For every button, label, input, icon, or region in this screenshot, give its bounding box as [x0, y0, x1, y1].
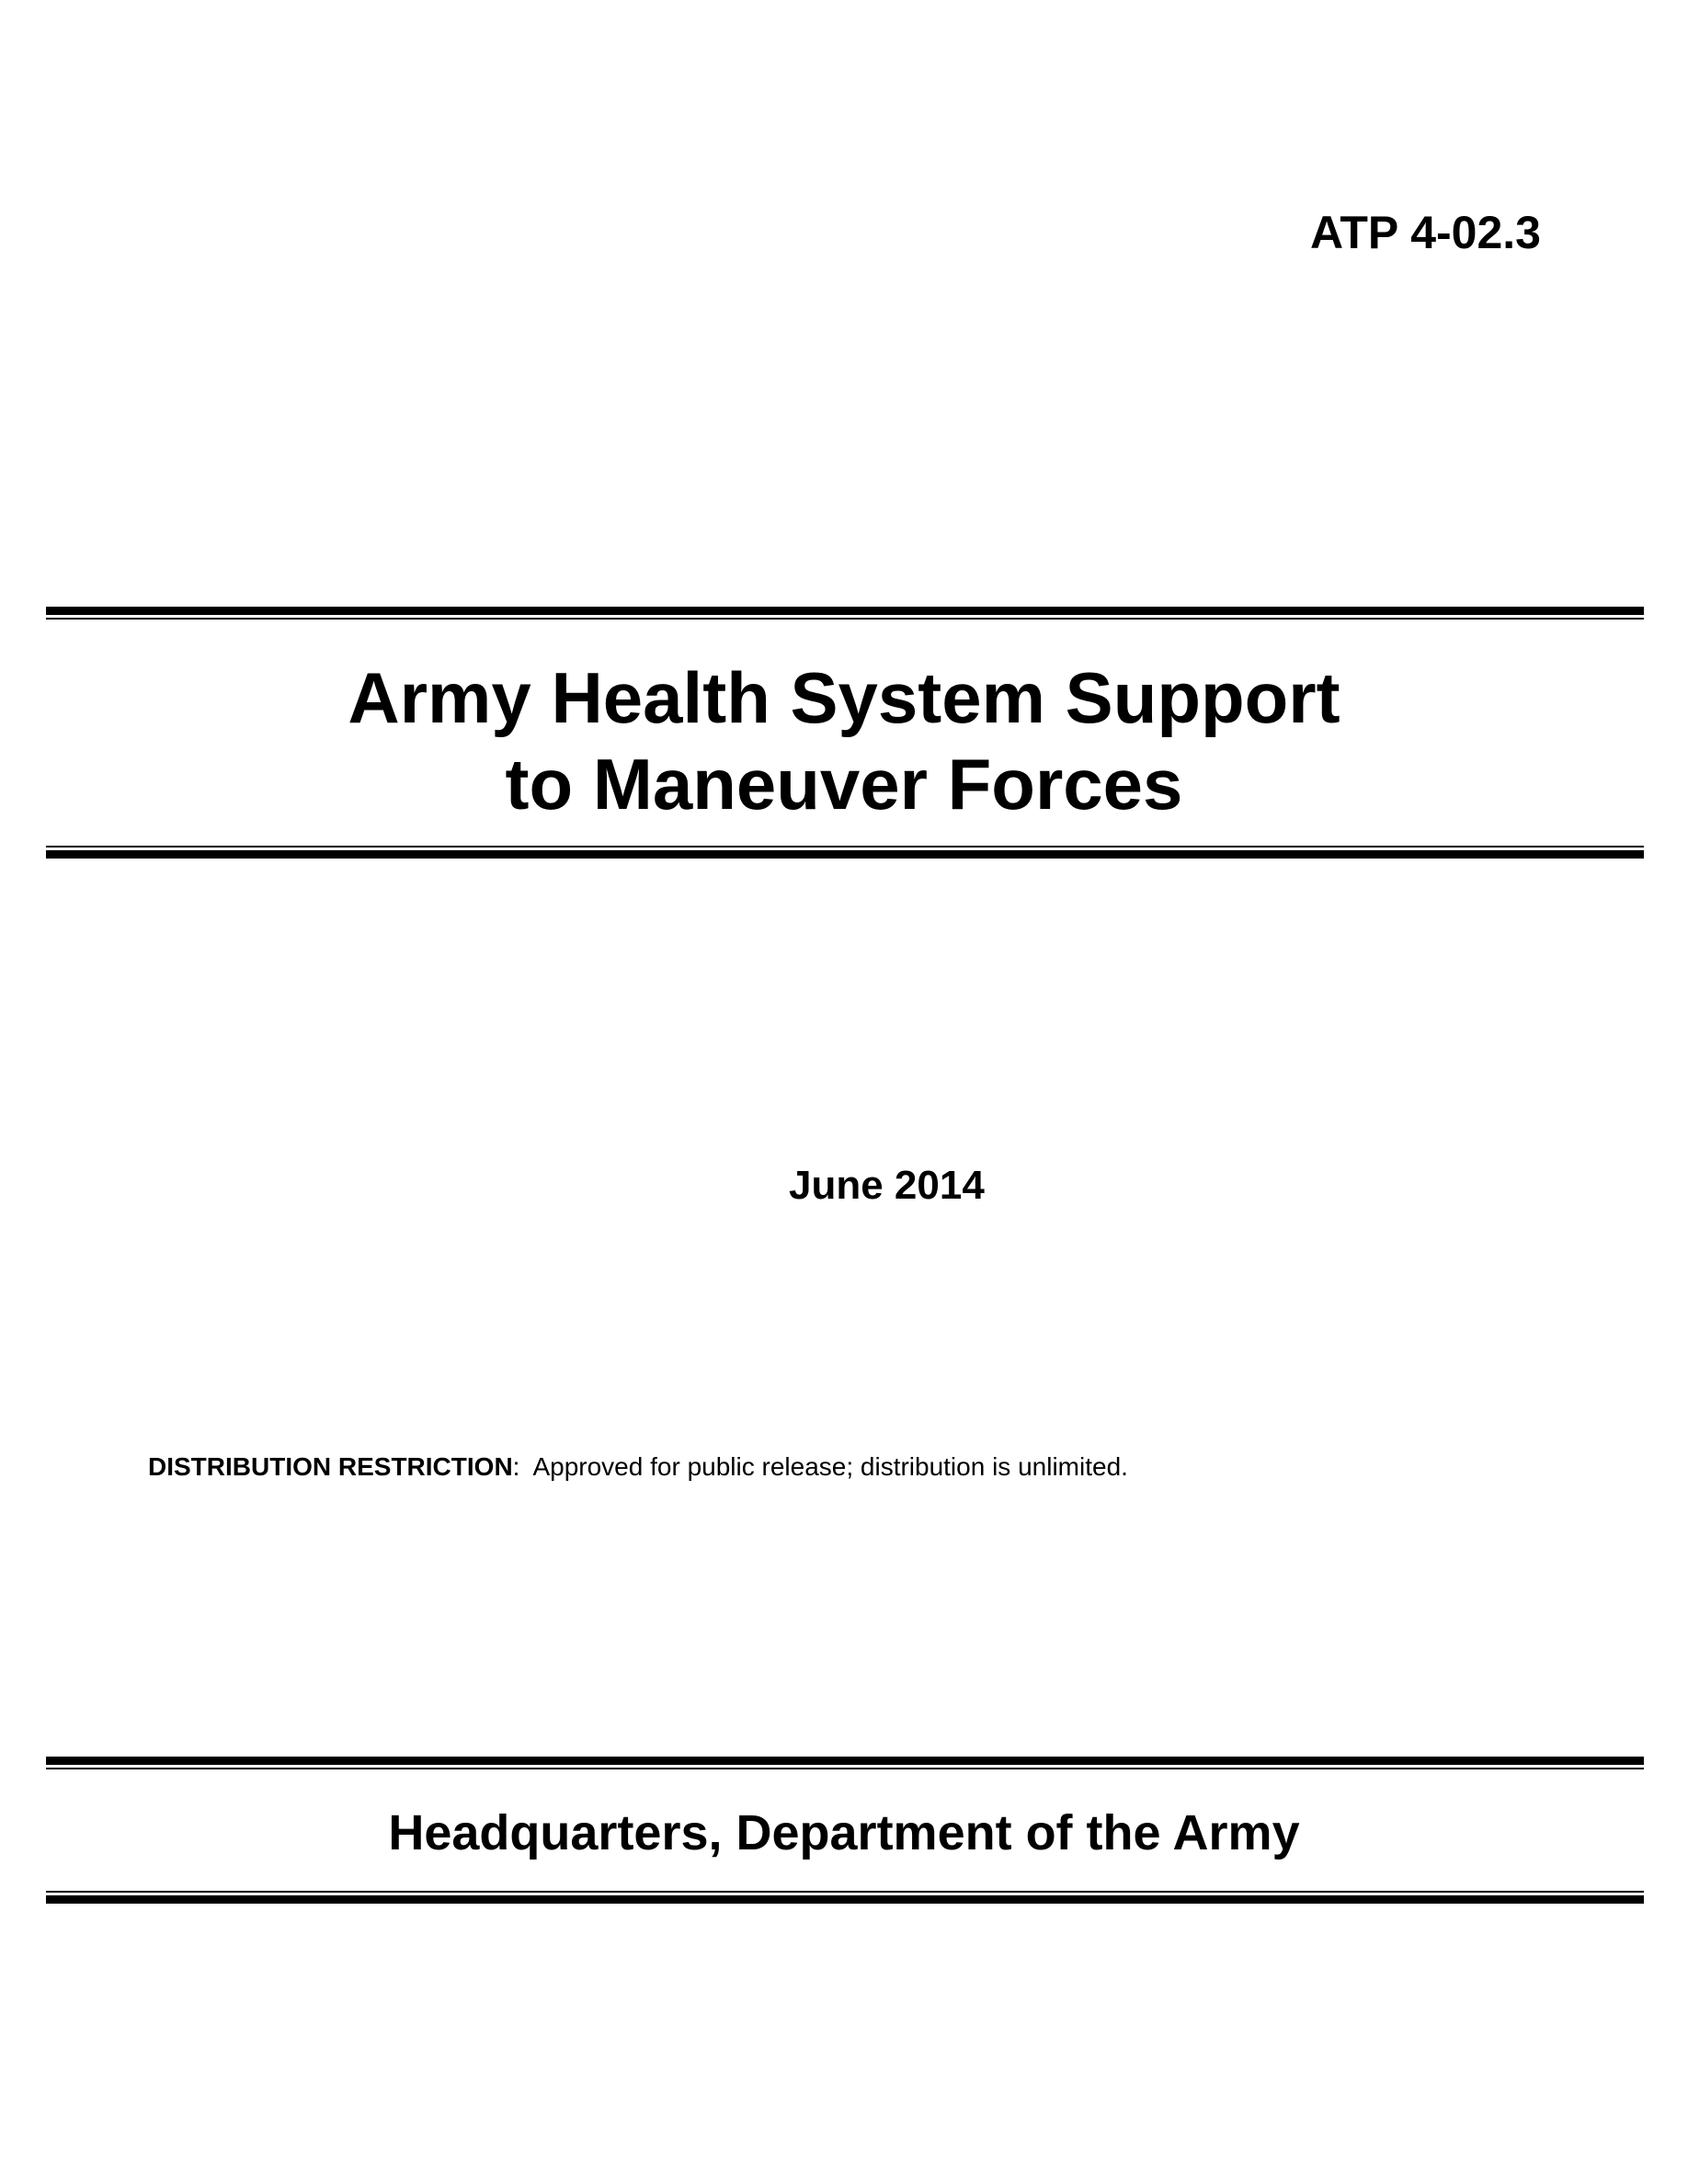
distribution-restriction: [148, 1454, 1128, 1480]
distribution-label: DISTRIBUTION RESTRICTION: [148, 1452, 513, 1481]
document-number: ATP 4-02.3: [1309, 207, 1541, 258]
publication-date: June 2014: [789, 1163, 985, 1208]
publisher: Headquarters, Department of the Army: [388, 1805, 1300, 1860]
distribution-text: Approved for public release; distribution is unlimited.: [532, 1452, 1128, 1481]
distribution-separator: :: [512, 1452, 520, 1481]
document-title: [0, 654, 1688, 827]
title-bottom-rule: [46, 846, 1644, 859]
title-line-2: to Maneuver Forces: [505, 744, 1183, 825]
publisher-bottom-rule: [46, 1891, 1644, 1904]
title-top-rule: [46, 607, 1644, 620]
publisher-top-rule: [46, 1757, 1644, 1769]
title-line-1: Army Health System Support: [348, 657, 1340, 738]
